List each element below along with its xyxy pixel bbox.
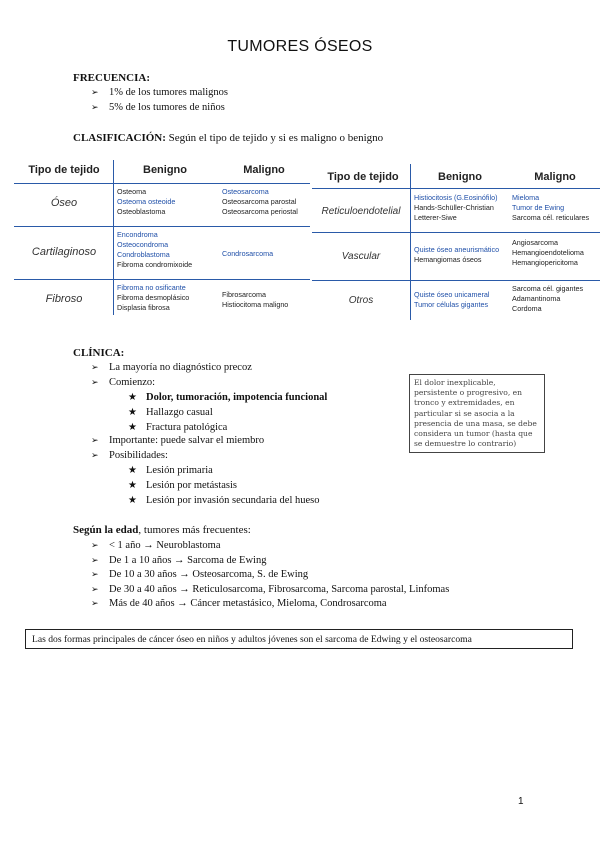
- tipo-cell: Óseo: [50, 197, 78, 209]
- table-header: Benigno: [143, 164, 187, 176]
- list-item: ➢ Comienzo:: [91, 376, 252, 391]
- table-cell-entry: Osteoblastoma: [117, 207, 166, 216]
- star-bullet-icon: ★: [128, 465, 137, 476]
- edad-heading: Según la edad, tumores más frecuentes:: [73, 524, 251, 536]
- table-cell-entry: Osteosarcoma: [222, 187, 269, 196]
- arrow-bullet-icon: ➢: [91, 599, 99, 609]
- frecuencia-heading: FRECUENCIA:: [73, 72, 150, 84]
- note-box: El dolor inexplicable, persistente o progresivo, en tronco y extremidades, en particular si se asocia a la presencia de una masa, se debe considera un tumor (hasta que se demuestre lo contrario): [409, 374, 545, 453]
- page-number: 1: [518, 796, 524, 807]
- list-item: ★ Fractura patológica: [128, 422, 228, 433]
- table-cell-entry: Quiste óseo aneurismático: [414, 245, 500, 254]
- tipo-cell: Fibroso: [45, 293, 83, 305]
- posibilidades-list: [128, 463, 320, 508]
- table-header: Tipo de tejido: [327, 171, 399, 183]
- table-cell-entry: Osteosarcoma parostal: [222, 197, 297, 206]
- table-cell-entry: Histiocitoma maligno: [222, 300, 289, 309]
- list-item: ➢ Más de 40 años → Cáncer metastásico, Mieloma, Condrosarcoma: [91, 597, 449, 612]
- arrow-bullet-icon: ➢: [91, 377, 99, 388]
- tipo-cell: Reticuloendotelial: [321, 206, 401, 217]
- table-rule: [14, 183, 310, 184]
- table-cell-entry: Tumor de Ewing: [512, 203, 565, 212]
- table-cell-entry: Displasia fibrosa: [117, 303, 170, 312]
- list-item: ➢ < 1 año → Neuroblastoma: [91, 539, 449, 554]
- table-rule: [312, 280, 600, 281]
- table-cell-entry: Fibroma no osificante: [117, 283, 186, 292]
- table-rule: [312, 232, 600, 233]
- arrow-bullet-icon: ➢: [91, 450, 99, 461]
- table-cell-entry: Sarcoma cél. reticulares: [512, 213, 590, 222]
- table-rule: [14, 226, 310, 227]
- arrow-bullet-icon: ➢: [91, 555, 99, 566]
- table-cell-entry: Hands-Schüller-Christian: [414, 203, 494, 212]
- list-item: ➢ Posibilidades:: [91, 449, 264, 464]
- list-item: ➢ De 10 a 30 años → Osteosarcoma, S. de Ewing: [91, 568, 449, 583]
- table-cell-entry: Condroblastoma: [117, 250, 170, 259]
- table-cell-entry: Fibroma desmoplásico: [117, 293, 190, 302]
- tipo-cell: Otros: [348, 295, 374, 306]
- table-header: Tipo de tejido: [28, 164, 100, 176]
- tipo-cell: Vascular: [341, 251, 381, 262]
- table-cell-entry: Hemangiopericitoma: [512, 258, 578, 267]
- star-bullet-icon: ★: [128, 422, 137, 433]
- comienzo-list: [128, 390, 327, 435]
- table-cell-entry: Fibroma condromixoide: [117, 260, 193, 269]
- list-item: ➢ La mayoría no diagnóstico precoz: [91, 361, 252, 376]
- arrow-bullet-icon: ➢: [91, 102, 99, 113]
- clasificacion-text: Según el tipo de tejido y si es maligno o benigno: [165, 132, 384, 144]
- table-cell-entry: Fibrosarcoma: [222, 290, 266, 299]
- maligno-cell: [512, 284, 583, 314]
- table-rule: [14, 279, 310, 280]
- benigno-cell: [414, 245, 499, 265]
- clasificacion-heading: CLASIFICACIÓN:: [73, 132, 166, 144]
- list-item: ➢ De 1 a 10 años → Sarcoma de Ewing: [91, 554, 449, 569]
- table-cell-entry: Condrosarcoma: [222, 249, 274, 258]
- maligno-cell: [512, 193, 589, 223]
- arrow-bullet-icon: ➢: [91, 584, 99, 595]
- summary-box: Las dos formas principales de cáncer óseo en niños y adultos jóvenes son el sarcoma de Edwing y el osteosarcoma: [25, 629, 573, 649]
- list-item: ★ Lesión por metástasis: [128, 480, 237, 491]
- list-item: ➢ 1% de los tumores malignos: [91, 86, 228, 101]
- arrow-bullet-icon: ➢: [91, 436, 99, 446]
- benigno-cell: [117, 283, 189, 313]
- frecuencia-list: [91, 86, 228, 115]
- arrow-bullet-icon: ➢: [91, 88, 99, 98]
- table-rule: [113, 160, 114, 315]
- table-cell-entry: Osteocondroma: [117, 240, 169, 249]
- edad-list: [91, 539, 449, 612]
- table-cell-entry: Letterer-Siwe: [414, 213, 457, 222]
- table-rule: [410, 164, 411, 320]
- table-cell-entry: Hemangioendotelioma: [512, 248, 584, 257]
- table-cell-entry: Encondroma: [117, 230, 158, 239]
- table-cell-entry: Hemangiomas óseos: [414, 255, 482, 264]
- benigno-cell: [414, 290, 490, 310]
- table-cell-entry: Tumor células gigantes: [414, 300, 489, 309]
- list-item: ★ Lesión por invasión secundaria del hueso: [128, 495, 320, 506]
- table-rule: [312, 188, 600, 189]
- list-item: ★ Lesión primaria: [128, 465, 213, 476]
- table-cell-entry: Osteosarcoma periostal: [222, 207, 298, 216]
- list-item: ★ Dolor, tumoración, impotencia funcional: [128, 392, 328, 403]
- list-item: ➢ De 30 a 40 años → Reticulosarcoma, Fibrosarcoma, Sarcoma parostal, Linfomas: [91, 583, 449, 598]
- benigno-cell: [414, 193, 497, 223]
- table-cell-entry: Sarcoma cél. gigantes: [512, 284, 584, 293]
- table-cell-entry: Quiste óseo unicameral: [414, 290, 490, 299]
- maligno-cell: [222, 249, 273, 259]
- table-cell-entry: Histiocitosis (G.Eosinófilo): [414, 193, 498, 202]
- table-cell-entry: Osteoma osteoide: [117, 197, 176, 206]
- maligno-cell: [222, 187, 298, 217]
- clinica-list-2: [91, 434, 264, 463]
- clasificacion-line: [73, 132, 383, 144]
- tipo-cell: Cartilaginoso: [31, 246, 97, 258]
- clinica-heading: CLÍNICA:: [73, 347, 125, 359]
- maligno-cell: [512, 238, 584, 268]
- list-item: ★ Hallazgo casual: [128, 407, 213, 418]
- maligno-cell: [222, 290, 288, 310]
- arrow-bullet-icon: ➢: [91, 541, 99, 551]
- star-bullet-icon: ★: [128, 407, 137, 418]
- clinica-list: [91, 361, 252, 390]
- table-cell-entry: Osteoma: [117, 187, 147, 196]
- table-cell-entry: Mieloma: [512, 193, 540, 202]
- table-cell-entry: Cordoma: [512, 304, 542, 313]
- table-header: Maligno: [534, 171, 576, 183]
- table-header: Benigno: [438, 171, 482, 183]
- star-bullet-icon: ★: [128, 392, 137, 403]
- table-cell-entry: Angiosarcoma: [512, 238, 558, 247]
- star-bullet-icon: ★: [128, 480, 137, 491]
- list-item: ➢ 5% de los tumores de niños: [91, 101, 228, 116]
- arrow-bullet-icon: ➢: [91, 363, 99, 373]
- benigno-cell: [117, 187, 175, 217]
- star-bullet-icon: ★: [128, 495, 137, 506]
- list-item: ➢ Importante: puede salvar el miembro: [91, 434, 264, 449]
- page-title: TUMORES ÓSEOS: [227, 38, 373, 55]
- arrow-bullet-icon: ➢: [91, 570, 99, 580]
- table-cell-entry: Adamantinoma: [512, 294, 561, 303]
- benigno-cell: [117, 230, 192, 270]
- table-header: Maligno: [243, 164, 285, 176]
